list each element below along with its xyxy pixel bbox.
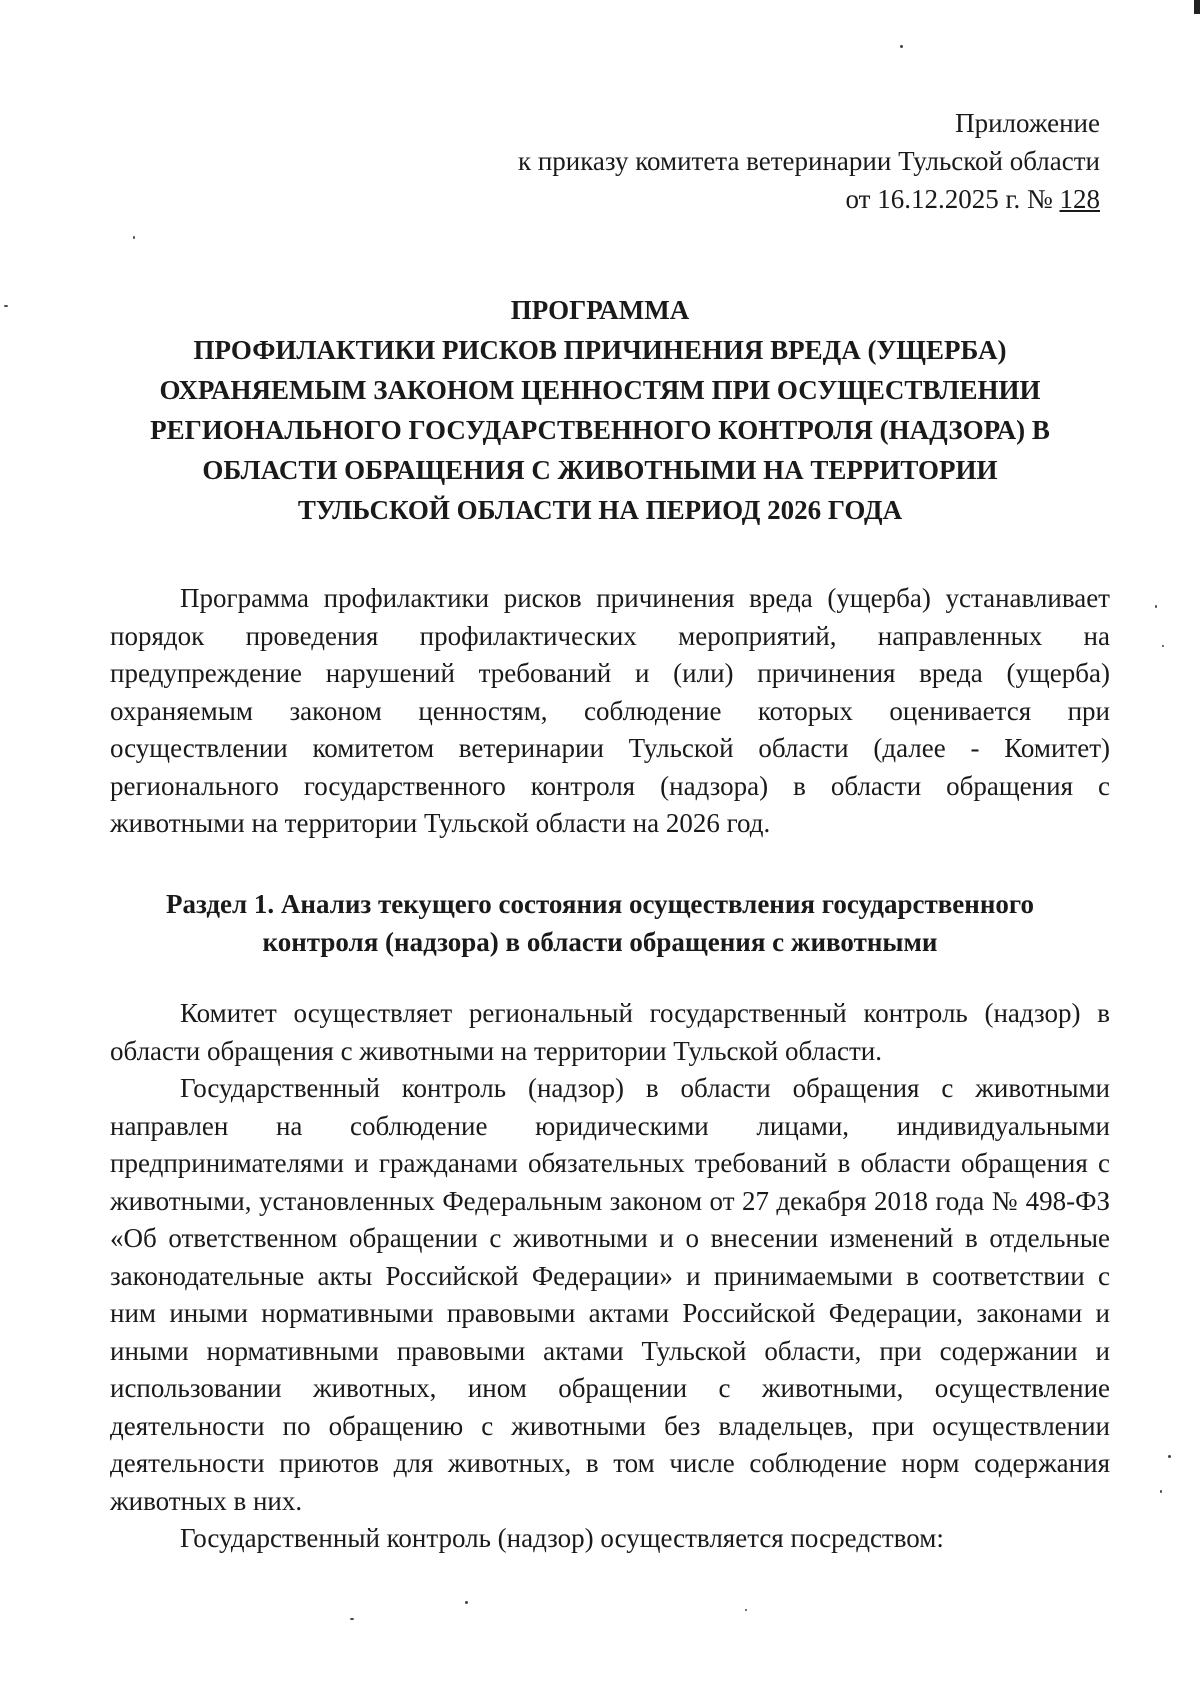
- section-1-paragraph-1: Комитет осуществляет региональный государственный контроль (надзор) в области обращения с животными на территории Тульской области.: [110, 998, 1110, 1066]
- document-title: [100, 290, 1100, 530]
- section-1-heading-line-2: контроля (надзора) в области обращения с животными: [262, 927, 938, 957]
- section-1-body: [110, 995, 1110, 1558]
- section-1-paragraph-3: Государственный контроль (надзор) осуществляется посредством:: [180, 1523, 944, 1553]
- section-1-heading-line-1: Раздел 1. Анализ текущего состояния осуществления государственного: [166, 889, 1034, 919]
- section-1-heading: [100, 885, 1100, 961]
- appendix-order-number: 128: [1059, 184, 1100, 214]
- title-line-3: ОХРАНЯЕМЫМ ЗАКОНОМ ЦЕННОСТЯМ ПРИ ОСУЩЕСТВЛЕНИИ: [159, 375, 1041, 405]
- scan-speck: [465, 1601, 468, 1604]
- scan-speck: [4, 305, 8, 307]
- scan-speck: [1155, 605, 1157, 608]
- scan-speck: [1168, 1455, 1171, 1458]
- scan-speck: [745, 1609, 747, 1611]
- appendix-order-reference: к приказу комитета ветеринарии Тульской области: [517, 146, 1100, 176]
- title-line-4: РЕГИОНАЛЬНОГО ГОСУДАРСТВЕННОГО КОНТРОЛЯ (НАДЗОРА) В: [150, 415, 1050, 445]
- intro-paragraph: Программа профилактики рисков причинения вреда (ущерба) устанавливает порядок проведения профилактических мероприятий, направленных на предупреждение нарушений требований и (или) причинения вреда (ущерба) охраняемым законом ценностям, соблюдение которых оценивается при осуществлении комитетом ветеринарии Тульской области (далее - Комитет) регионального государственного контроля (надзора) в области обращения с животными на территории Тульской области на 2026 год.: [110, 583, 1110, 838]
- appendix-label: Приложение: [955, 108, 1100, 138]
- scan-speck: [350, 1618, 354, 1620]
- scan-speck: [900, 45, 903, 48]
- title-line-1: ПРОГРАММА: [510, 295, 690, 325]
- scan-speck: [1160, 1490, 1162, 1493]
- scan-speck: [1162, 645, 1164, 647]
- appendix-date: от 16.12.2025 г. №: [845, 184, 1053, 214]
- appendix-block: [518, 104, 1100, 218]
- intro-section: [110, 580, 1110, 843]
- scan-edge-mark: [1194, 0, 1200, 14]
- title-line-2: ПРОФИЛАКТИКИ РИСКОВ ПРИЧИНЕНИЯ ВРЕДА (УЩЕРБА): [193, 335, 1007, 365]
- scan-speck: [133, 236, 135, 239]
- title-line-6: ТУЛЬСКОЙ ОБЛАСТИ НА ПЕРИОД 2026 ГОДА: [297, 495, 903, 525]
- section-1-paragraph-2: Государственный контроль (надзор) в области обращения с животными направлен на соблюдение юридическими лицами, индивидуальными предпринимателями и гражданами обязательных требований в области обращения с животными, установленных Федеральным законом от 27 декабря 2018 года № 498-ФЗ «Об ответственном обращении с животными и о внесении изменений в отдельные законодательные акты Российской Федерации» и принимаемыми в соответствии с ним иными нормативными правовыми актами Российской Федерации, законами и иными нормативными правовыми актами Тульской области, при содержании и использовании животных, ином обращении с животными, осуществление деятельности по обращению с животными без владельцев, при осуществлении деятельности приютов для животных, в том числе соблюдение норм содержания животных в них.: [110, 1073, 1110, 1516]
- appendix-date-line: [518, 180, 1100, 218]
- title-line-5: ОБЛАСТИ ОБРАЩЕНИЯ С ЖИВОТНЫМИ НА ТЕРРИТОРИИ: [202, 455, 998, 485]
